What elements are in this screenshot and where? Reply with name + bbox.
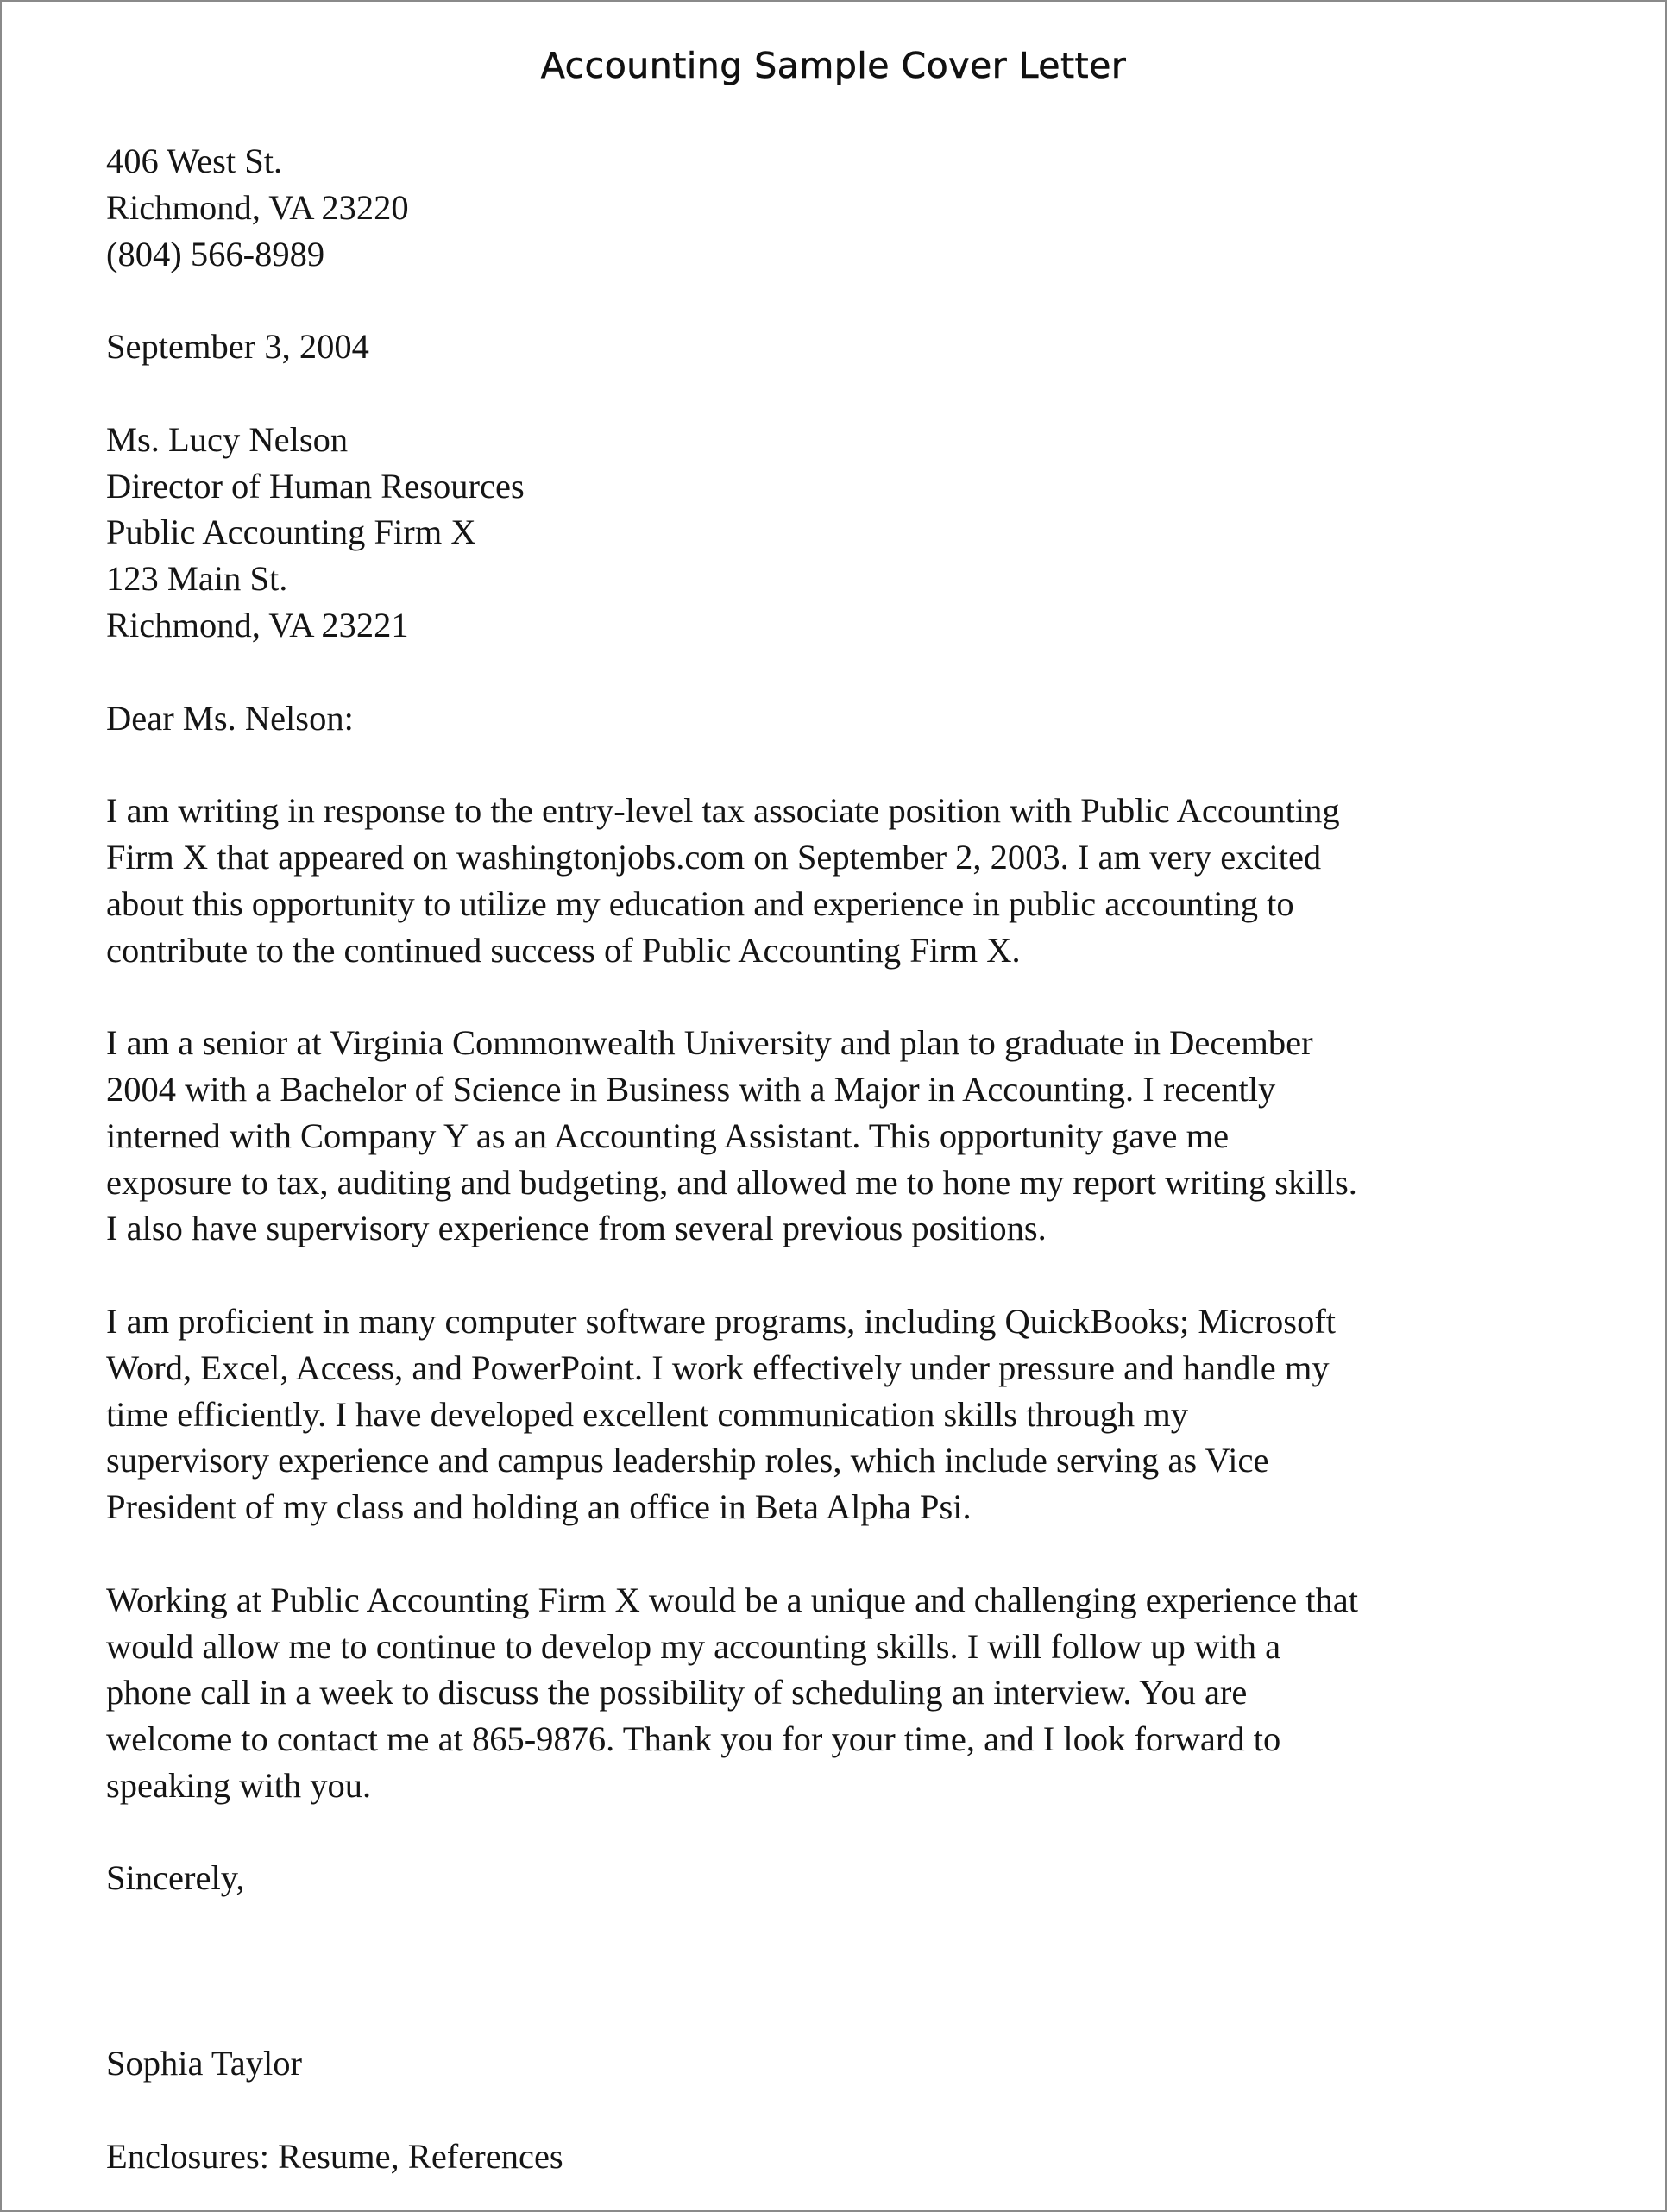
paragraph-line: phone call in a week to discuss the possibility of scheduling an interview. You are — [106, 1673, 1248, 1712]
paragraph-line: Word, Excel, Access, and PowerPoint. I work effectively under pressure and handle my — [106, 1348, 1330, 1387]
paragraph-line: I am writing in response to the entry-level tax associate position with Public Accounting — [106, 791, 1340, 831]
paragraph-line: would allow me to continue to develop my accounting skills. I will follow up with a — [106, 1626, 1281, 1666]
paragraph-line: interned with Company Y as an Accounting Assistant. This opportunity gave me — [106, 1115, 1230, 1155]
sender-city-state-zip: Richmond, VA 23220 — [106, 187, 409, 227]
paragraph-line: welcome to contact me at 865-9876. Thank you for your time, and I look forward to — [106, 1719, 1281, 1759]
paragraph-line: President of my class and holding an office in Beta Alpha Psi. — [106, 1487, 972, 1527]
recipient-street: 123 Main St. — [106, 559, 288, 599]
paragraph-line: Firm X that appeared on washingtonjobs.com on September 2, 2003. I am very excited — [106, 837, 1322, 877]
paragraph-line: about this opportunity to utilize my education and experience in public accounting to — [106, 883, 1294, 923]
sender-street: 406 West St. — [106, 141, 283, 180]
letter-date: September 3, 2004 — [106, 327, 369, 367]
paragraph-line: time efficiently. I have developed excellent communication skills through my — [106, 1394, 1189, 1434]
paragraph-line: supervisory experience and campus leadership roles, which include serving as Vice — [106, 1441, 1269, 1480]
enclosures: Enclosures: Resume, References — [106, 2136, 563, 2176]
recipient-city-state-zip: Richmond, VA 23221 — [106, 605, 409, 644]
closing: Sincerely, — [106, 1858, 245, 1898]
paragraph-line: Working at Public Accounting Firm X would be a unique and challenging experience that — [106, 1580, 1358, 1619]
paragraph-line: speaking with you. — [106, 1765, 372, 1805]
recipient-title: Director of Human Resources — [106, 466, 525, 506]
recipient-address — [106, 417, 1599, 649]
sender-address — [106, 138, 1599, 277]
paragraph-line: exposure to tax, auditing and budgeting, and allowed me to hone my report writing skills. — [106, 1162, 1357, 1202]
paragraph-line: 2004 with a Bachelor of Science in Business with a Major in Accounting. I recently — [106, 1069, 1276, 1109]
paragraph-3 — [106, 1298, 1599, 1530]
paragraph-line: I also have supervisory experience from several previous positions. — [106, 1209, 1047, 1248]
recipient-name: Ms. Lucy Nelson — [106, 419, 349, 459]
sender-phone: (804) 566-8989 — [106, 234, 325, 273]
salutation: Dear Ms. Nelson: — [106, 698, 354, 738]
recipient-company: Public Accounting Firm X — [106, 512, 476, 552]
page-title: Accounting Sample Cover Letter — [540, 45, 1127, 86]
paragraph-1 — [106, 788, 1599, 973]
paragraph-2 — [106, 1020, 1599, 1252]
letter-body — [106, 138, 1599, 2180]
paragraph-4 — [106, 1577, 1599, 1809]
signature-name: Sophia Taylor — [106, 2044, 303, 2083]
paragraph-line: I am a senior at Virginia Commonwealth University and plan to graduate in December — [106, 1023, 1313, 1063]
paragraph-line: I am proficient in many computer software programs, including QuickBooks; Microsoft — [106, 1301, 1337, 1341]
paragraph-line: contribute to the continued success of Public Accounting Firm X. — [106, 930, 1021, 970]
